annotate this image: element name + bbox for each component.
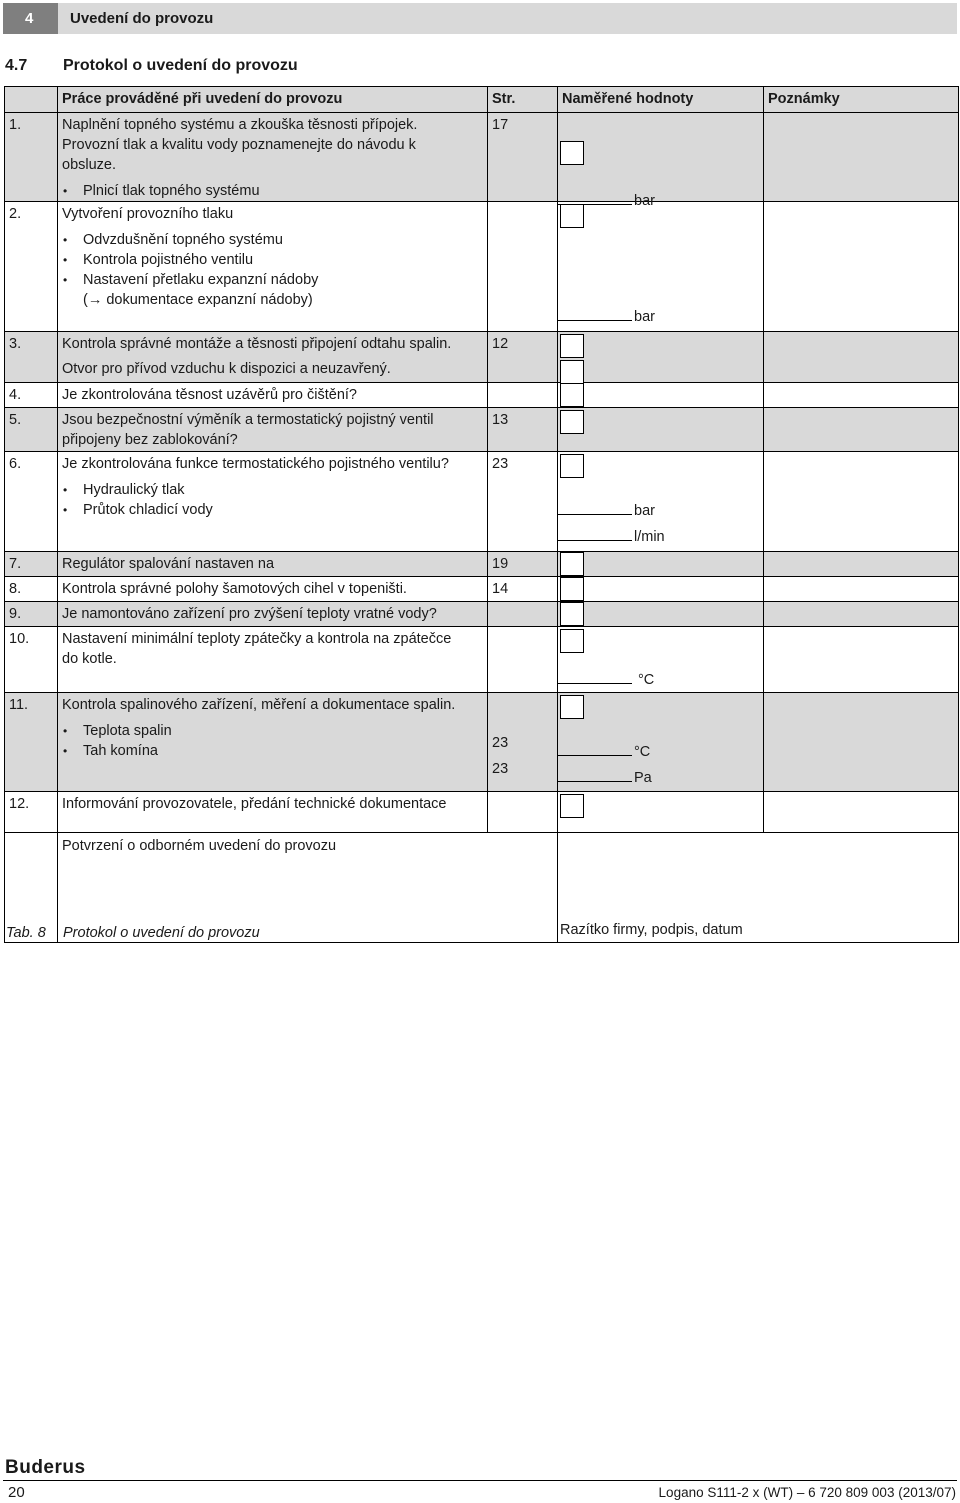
measured-cell bbox=[558, 202, 764, 332]
row-task bbox=[58, 202, 488, 332]
measured-cell bbox=[558, 693, 764, 792]
unit-label: °C bbox=[634, 744, 651, 760]
value-field[interactable] bbox=[558, 765, 632, 782]
row-task bbox=[58, 452, 488, 552]
value-field[interactable] bbox=[558, 667, 632, 684]
checkbox[interactable] bbox=[560, 383, 584, 407]
column-header-work: Práce prováděné při uvedení do provozu bbox=[58, 87, 488, 113]
notes-cell[interactable] bbox=[764, 332, 959, 383]
row-task-text: Otvor pro přívod vzduchu k dispozici a neuzavřený. bbox=[62, 361, 391, 377]
row-number: 6. bbox=[5, 452, 58, 552]
confirmation-label: Potvrzení o odborném uvedení do provozu bbox=[58, 833, 558, 943]
row-task bbox=[58, 332, 488, 383]
row-number: 3. bbox=[5, 332, 58, 383]
stamp-cell[interactable] bbox=[558, 833, 959, 943]
row-task: Je namontováno zařízení pro zvýšení teploty vratné vody? bbox=[58, 602, 488, 627]
notes-cell[interactable] bbox=[764, 113, 959, 202]
table-row bbox=[5, 552, 959, 577]
checkbox[interactable] bbox=[560, 794, 584, 818]
table-row bbox=[5, 202, 959, 332]
row-number: 5. bbox=[5, 408, 58, 452]
measured-cell bbox=[558, 113, 764, 209]
page-ref: 23 bbox=[492, 735, 509, 751]
section-number: 4.7 bbox=[5, 57, 28, 74]
measured-cell bbox=[558, 332, 764, 383]
checkbox[interactable] bbox=[560, 577, 584, 601]
notes-cell[interactable] bbox=[764, 383, 959, 408]
measured-cell bbox=[558, 602, 764, 627]
row-task-text: Kontrola spalinového zařízení, měření a dokumentace spalin. bbox=[62, 697, 456, 713]
bullet-item: • Tah komína bbox=[62, 741, 483, 761]
section-title-text: Protokol o uvedení do provozu bbox=[63, 57, 298, 74]
measured-cell bbox=[558, 452, 764, 552]
row-page: 23 bbox=[488, 452, 558, 552]
brand-logo: Buderus bbox=[5, 1457, 86, 1478]
unit-label: bar bbox=[634, 503, 655, 519]
unit-label: °C bbox=[638, 672, 655, 688]
table-row bbox=[5, 602, 959, 627]
measured-cell bbox=[558, 408, 764, 452]
table-row bbox=[5, 452, 959, 552]
checkbox[interactable] bbox=[560, 552, 584, 576]
row-number: 9. bbox=[5, 602, 58, 627]
caption-text: Protokol o uvedení do provozu bbox=[63, 925, 260, 941]
row-page bbox=[488, 693, 558, 792]
bullet-item: • Kontrola pojistného ventilu bbox=[62, 250, 483, 270]
row-page: 12 bbox=[488, 332, 558, 383]
column-header-measured: Naměřené hodnoty bbox=[558, 87, 764, 113]
row-task-text: Naplnění topného systému a zkouška těsnosti přípojek. Provozní tlak a kvalitu vody poznamenejte do návodu k obsluze. bbox=[62, 117, 418, 173]
row-task-text: Kontrola správné montáže a těsnosti připojení odtahu spalin. bbox=[62, 336, 452, 352]
column-header-notes: Poznámky bbox=[764, 87, 959, 113]
row-page: 17 bbox=[488, 113, 558, 202]
row-task bbox=[58, 113, 488, 202]
row-task: Informování provozovatele, předání technické dokumentace bbox=[58, 792, 488, 833]
value-field[interactable] bbox=[558, 739, 632, 756]
checkbox[interactable] bbox=[560, 204, 584, 228]
chapter-header bbox=[3, 3, 957, 34]
notes-cell[interactable] bbox=[764, 408, 959, 452]
notes-cell[interactable] bbox=[764, 552, 959, 577]
row-task: Regulátor spalování nastaven na bbox=[58, 552, 488, 577]
chapter-number: 4 bbox=[3, 3, 58, 34]
stamp-label: Razítko firmy, podpis, datum bbox=[560, 922, 743, 938]
value-field[interactable] bbox=[558, 498, 632, 515]
notes-cell[interactable] bbox=[764, 693, 959, 792]
row-task bbox=[58, 693, 488, 792]
row-number: 7. bbox=[5, 552, 58, 577]
section-title bbox=[5, 57, 298, 75]
measured-cell bbox=[558, 577, 764, 602]
checkbox[interactable] bbox=[560, 360, 584, 384]
table-row bbox=[5, 113, 959, 202]
bullet-item: • Nastavení přetlaku expanzní nádoby bbox=[62, 270, 483, 290]
table-row bbox=[5, 332, 959, 383]
measured-cell bbox=[558, 627, 764, 693]
row-number: 10. bbox=[5, 627, 58, 693]
bullet-item: • Teplota spalin bbox=[62, 721, 483, 741]
row-page: 14 bbox=[488, 577, 558, 602]
page-ref: 23 bbox=[492, 761, 509, 777]
bullet-item: • Hydraulický tlak bbox=[62, 480, 483, 500]
measured-cell bbox=[558, 792, 764, 833]
checkbox[interactable] bbox=[560, 602, 584, 626]
value-field[interactable] bbox=[558, 304, 632, 321]
table-row bbox=[5, 383, 959, 408]
row-page: 19 bbox=[488, 552, 558, 577]
row-task: Nastavení minimální teploty zpátečky a kontrola na zpátečce do kotle. bbox=[58, 627, 488, 693]
checkbox[interactable] bbox=[560, 454, 584, 478]
table-caption bbox=[6, 925, 260, 941]
notes-cell[interactable] bbox=[764, 602, 959, 627]
measured-cell bbox=[558, 383, 764, 408]
row-number: 2. bbox=[5, 202, 58, 332]
notes-cell[interactable] bbox=[764, 202, 959, 332]
measured-cell bbox=[558, 552, 764, 577]
row-number: 8. bbox=[5, 577, 58, 602]
bullet-item: • Odvzdušnění topného systému bbox=[62, 230, 483, 250]
chapter-title: Uvedení do provozu bbox=[70, 10, 214, 27]
bullet-item: • Průtok chladicí vody bbox=[62, 500, 483, 520]
value-field[interactable] bbox=[558, 524, 632, 541]
unit-label: Pa bbox=[634, 770, 652, 786]
row-number: 4. bbox=[5, 383, 58, 408]
row-number: 1. bbox=[5, 113, 58, 202]
table-row bbox=[5, 792, 959, 833]
caption-label: Tab. 8 bbox=[6, 925, 46, 941]
unit-label: l/min bbox=[634, 529, 665, 545]
row-task: Je zkontrolována těsnost uzávěrů pro čištění? bbox=[58, 383, 488, 408]
row-number: 12. bbox=[5, 792, 58, 833]
document-reference: Logano S111-2 x (WT) – 6 720 809 003 (2013/07) bbox=[658, 1485, 956, 1500]
notes-cell[interactable] bbox=[764, 577, 959, 602]
table-row bbox=[5, 577, 959, 602]
table-row bbox=[5, 408, 959, 452]
row-task-text: Je zkontrolována funkce termostatického pojistného ventilu? bbox=[62, 456, 449, 472]
column-header-page: Str. bbox=[488, 87, 558, 113]
checkbox[interactable] bbox=[560, 695, 584, 719]
notes-cell[interactable] bbox=[764, 792, 959, 833]
row-task: Jsou bezpečnostní výměník a termostatický pojistný ventil připojeny bez zablokování? bbox=[58, 408, 488, 452]
page-number: 20 bbox=[8, 1484, 25, 1501]
bullet-item: • Plnicí tlak topného systému bbox=[62, 181, 483, 201]
checkbox[interactable] bbox=[560, 629, 584, 653]
table-row bbox=[5, 693, 959, 792]
row-task-text: Vytvoření provozního tlaku bbox=[62, 206, 234, 222]
notes-cell[interactable] bbox=[764, 452, 959, 552]
checkbox[interactable] bbox=[560, 334, 584, 358]
reference-note: (→ dokumentace expanzní nádoby) bbox=[83, 292, 313, 308]
checkbox[interactable] bbox=[560, 141, 584, 165]
notes-cell[interactable] bbox=[764, 627, 959, 693]
checkbox[interactable] bbox=[560, 410, 584, 434]
row-number: 11. bbox=[5, 693, 58, 792]
table-row bbox=[5, 627, 959, 693]
unit-label: bar bbox=[634, 193, 655, 209]
footer-divider bbox=[3, 1480, 957, 1481]
row-page: 13 bbox=[488, 408, 558, 452]
row-task: Kontrola správné polohy šamotových cihel v topeništi. bbox=[58, 577, 488, 602]
protocol-table bbox=[4, 86, 959, 943]
unit-label: bar bbox=[634, 309, 655, 325]
table-header-row bbox=[5, 87, 959, 113]
